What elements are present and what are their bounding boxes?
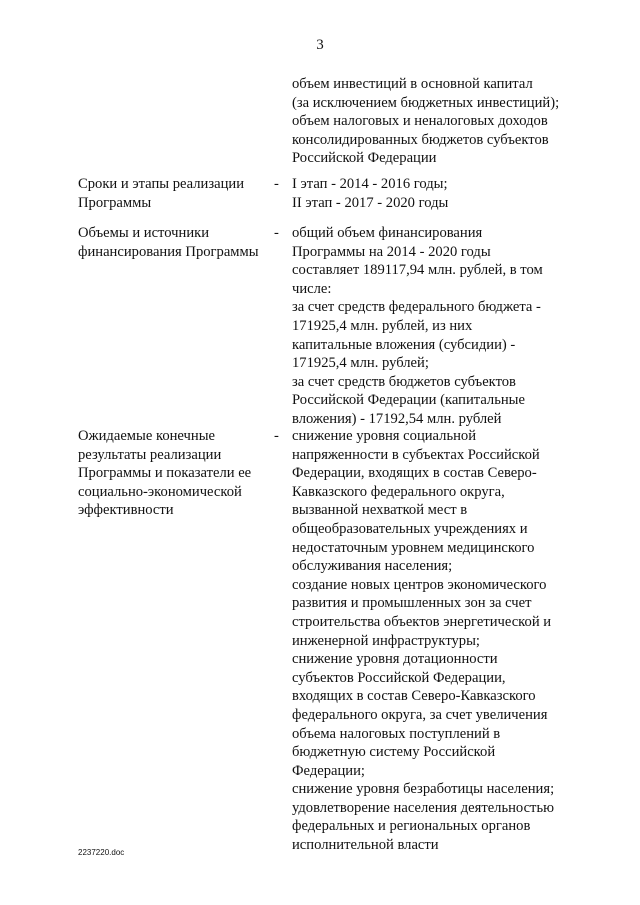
row-value-financing: общий объем финансирования Программы на 2014 - 2020 годы составляет 189117,94 млн. рублей, в том числе: за счет средств федерального бюджета - 171925,4 млн. рублей, из них капитальные вложения (субсидии) - 171925,4 млн. рублей; за счет средств бюджетов субъектов Российской Федерации (капитальные вложения) - 17192,54 млн. рублей bbox=[292, 225, 543, 427]
footer-filename: 2237220.doc bbox=[78, 848, 125, 857]
intro-text: объем инвестиций в основной капитал (за исключением бюджетных инвестиций); объем налоговых и неналоговых доходов консолидированных бюджетов субъектов Российской Федерации bbox=[292, 76, 560, 167]
row-value-terms: I этап - 2014 - 2016 годы; II этап - 2017 - 2020 годы bbox=[292, 176, 449, 211]
row-label-financing: Объемы и источники финансирования Программы bbox=[78, 225, 259, 260]
row-dash-results: - bbox=[274, 428, 279, 444]
page-number: 3 bbox=[316, 37, 324, 53]
row-label-results: Ожидаемые конечные результаты реализации Программы и показатели ее социально-экономической эффективности bbox=[78, 428, 252, 519]
row-value-results: снижение уровня социальной напряженности в субъектах Российской Федерации, входящих в состав Северо- Кавказского федерального округа, вызванной нехваткой мест в общеобразовательных учреждениях и недостаточным уровнем медицинского обслуживания населения; создание новых центров экономического развития и промышленных зон за счет строительства объектов энергетической и инженерной инфраструктуры; снижение уровня дотационности субъектов Российской Федерации, входящих в состав Северо-Кавказского федерального округа, за счет увеличения объема налоговых поступлений в бюджетную систему Российской Федерации; снижение уровня безработицы населения; удовлетворение населения деятельностью федеральных и региональных органов исполнительной власти bbox=[292, 428, 555, 854]
row-dash-financing: - bbox=[274, 225, 279, 241]
row-label-terms: Сроки и этапы реализации Программы bbox=[78, 176, 245, 211]
row-dash-terms: - bbox=[274, 176, 279, 192]
